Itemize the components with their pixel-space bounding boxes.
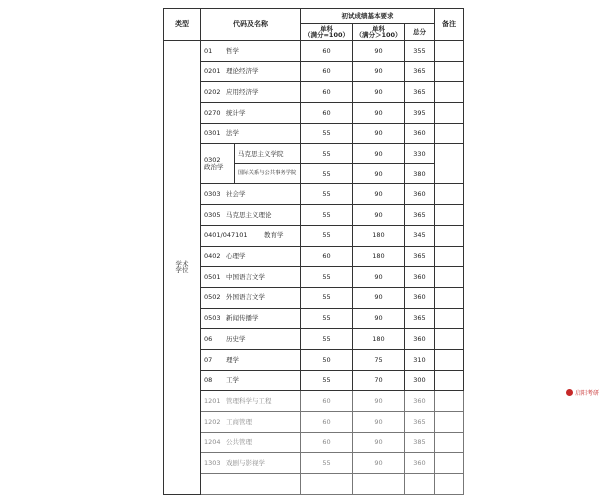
logo-icon (566, 389, 573, 396)
header-note: 备注 (435, 9, 464, 41)
table-row: 0301 法学 (201, 123, 301, 144)
table-row: 0303 社会学 (201, 184, 301, 205)
header-code-name: 代码及名称 (201, 9, 301, 41)
table-row: 0305 马克思主义理论 (201, 205, 301, 226)
table-row: 0402 心理学 (201, 246, 301, 267)
table-row: 06 历史学 (201, 329, 301, 350)
header-single-over-100: 单科 （满分＞100） (353, 24, 405, 41)
table-row: 0270 统计学 (201, 103, 301, 124)
table-row: 0503 新闻传播学 (201, 308, 301, 329)
table-row-politics: 0302 政治学 马克思主义学院 国际关系与公共事务学院 (201, 144, 301, 184)
header-single-100: 单科 （满分=100） (301, 24, 353, 41)
type-cell: 学术 学位 (164, 41, 201, 495)
table-row: 0501 中国语言文学 (201, 267, 301, 288)
table-row: 01 哲学 (201, 41, 301, 62)
table-row: 1201 管理科学与工程 (201, 391, 301, 412)
table-row: 1303 戏剧与影视学 (201, 453, 301, 474)
header-total: 总分 (405, 24, 435, 41)
watermark-logo: 启阳考研 (566, 388, 599, 397)
table-row: 07 理学 (201, 349, 301, 370)
table-row: 0201 理论经济学 (201, 61, 301, 82)
table-row: 1204 公共管理 (201, 432, 301, 453)
header-type: 类型 (164, 9, 201, 41)
table-row: 0202 应用经济学 (201, 82, 301, 103)
header-group: 初试成绩基本要求 (301, 9, 435, 24)
table-row: 1202 工商管理 (201, 412, 301, 433)
table-row: 08 工学 (201, 370, 301, 391)
table-row: 0502 外国语言文学 (201, 287, 301, 308)
table-row: 0401/047101 教育学 (201, 225, 301, 246)
table-row (201, 474, 301, 495)
score-requirements-table: 类型 代码及名称 初试成绩基本要求 备注 单科 （满分=100） 单科 （满分＞100） 总分 学术 学位 01 哲学 60 90 355 0201 理论经济学 60 90 365 0202 应用经济学 60 90 365 0270 统计学 60 90 395 0301 法学 55 90 360 0302 政治学 马克思主义学院 国际关系与公共事务学院 55 55 90 90 330 380 0303 社会学 55 90 360 0305 马克思主义理论 55 90 365 0401/047101 教育学 55 180 345 0402 心理学 60 180 365 0501 中国语言文学 55 90 360 0502 外国语言文学 55 90 360 0503 新闻传播学 55 90 365 06 历史学 55 180 360 07 理学 50 75 310 08 工学 55 70 300 1201 管理科学与工程 60 90 360 1202 工商管理 60 90 365 1204 公共管理 60 90 385 1303 戏剧与影视学 55 90 360 (163, 8, 464, 495)
